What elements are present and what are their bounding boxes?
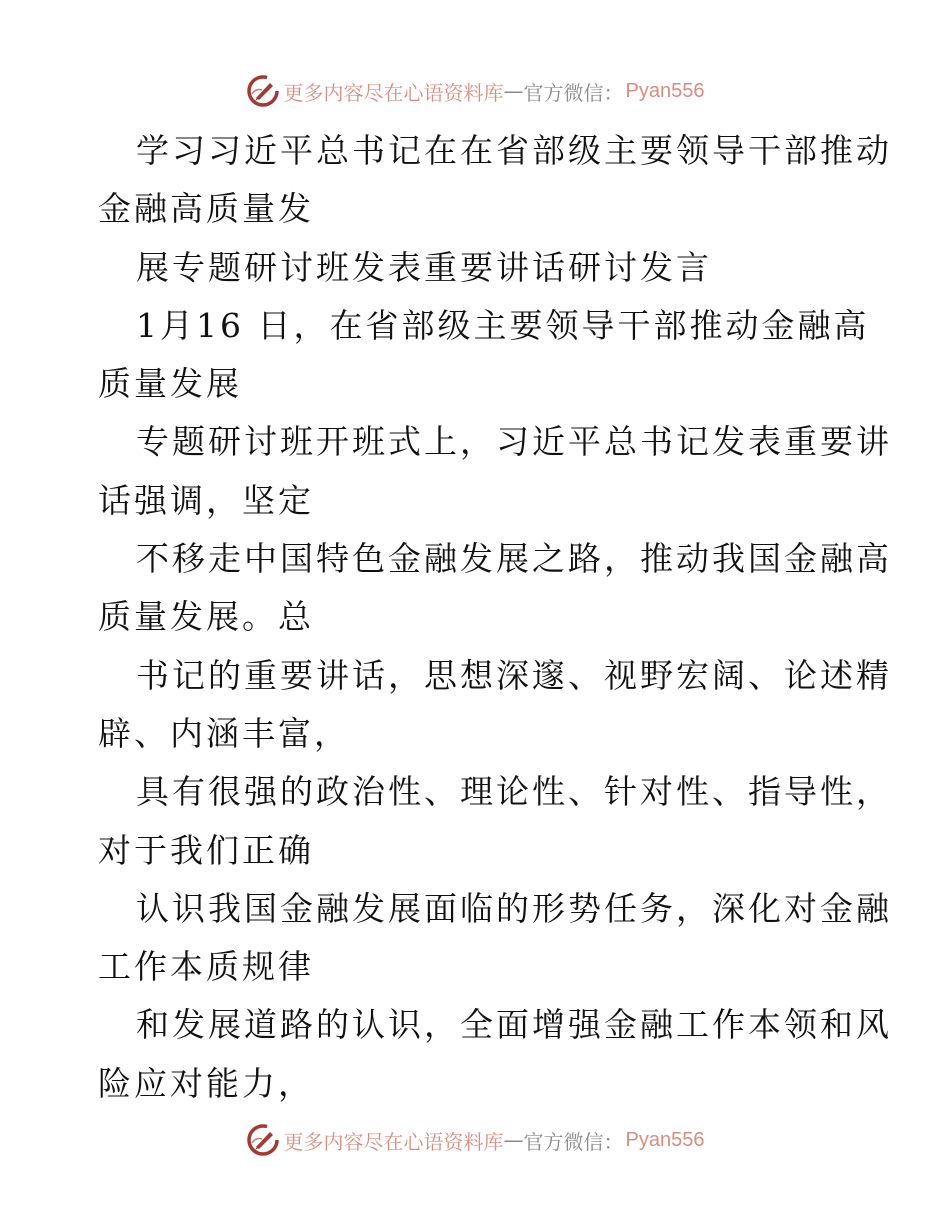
quill-logo-icon <box>246 74 280 108</box>
watermark-site-text: 更多内容尽在心语资料库 <box>283 80 504 105</box>
footer-watermark <box>0 1120 950 1160</box>
paragraph-line: 书记的重要讲话，思想深邃、视野宏阔、论述精 <box>136 655 892 695</box>
quill-logo-icon <box>246 1123 280 1157</box>
paragraph-line: 专题研讨班开班式上，习近平总书记发表重要讲 <box>136 422 892 462</box>
paragraph-line: 和发展道路的认识，全面增强金融工作本领和风 <box>136 1005 892 1045</box>
watermark-wechat-id: Pyan556 <box>625 1128 705 1151</box>
paragraph-line: 话强调，坚定 <box>98 480 314 520</box>
watermark-wechat-label: 官方微信： <box>523 1129 624 1154</box>
paragraph-line: 不移走中国特色金融发展之路，推动我国金融高 <box>136 539 892 579</box>
paragraph-line: 具有很强的政治性、理论性、针对性、指导性， <box>136 772 892 812</box>
paragraph-line: 质量发展 <box>98 364 242 404</box>
paragraph-line: 认识我国金融发展面临的形势任务，深化对金融 <box>136 888 892 928</box>
paragraph-line: 金融高质量发 <box>98 189 314 229</box>
watermark-wechat-label: 官方微信： <box>523 80 624 105</box>
paragraph-line: 辟、内涵丰富， <box>98 713 350 753</box>
header-watermark <box>0 71 950 111</box>
paragraph-line: 工作本质规律 <box>98 947 314 987</box>
paragraph-line: 对于我们正确 <box>98 830 314 870</box>
watermark-dash: — <box>503 1128 524 1152</box>
paragraph-line: 1月16 日，在省部级主要领导干部推动金融高 <box>136 305 870 345</box>
document-body <box>98 122 892 1113</box>
watermark-wechat-id: Pyan556 <box>625 79 705 102</box>
paragraph-line: 展专题研讨班发表重要讲话研讨发言 <box>136 247 712 287</box>
watermark-dash: — <box>503 79 524 103</box>
paragraph-line: 学习习近平总书记在在省部级主要领导干部推动 <box>136 131 892 170</box>
watermark-site-text: 更多内容尽在心语资料库 <box>283 1129 504 1154</box>
paragraph-line: 险应对能力， <box>98 1063 314 1103</box>
paragraph-line: 质量发展。总 <box>98 597 314 637</box>
